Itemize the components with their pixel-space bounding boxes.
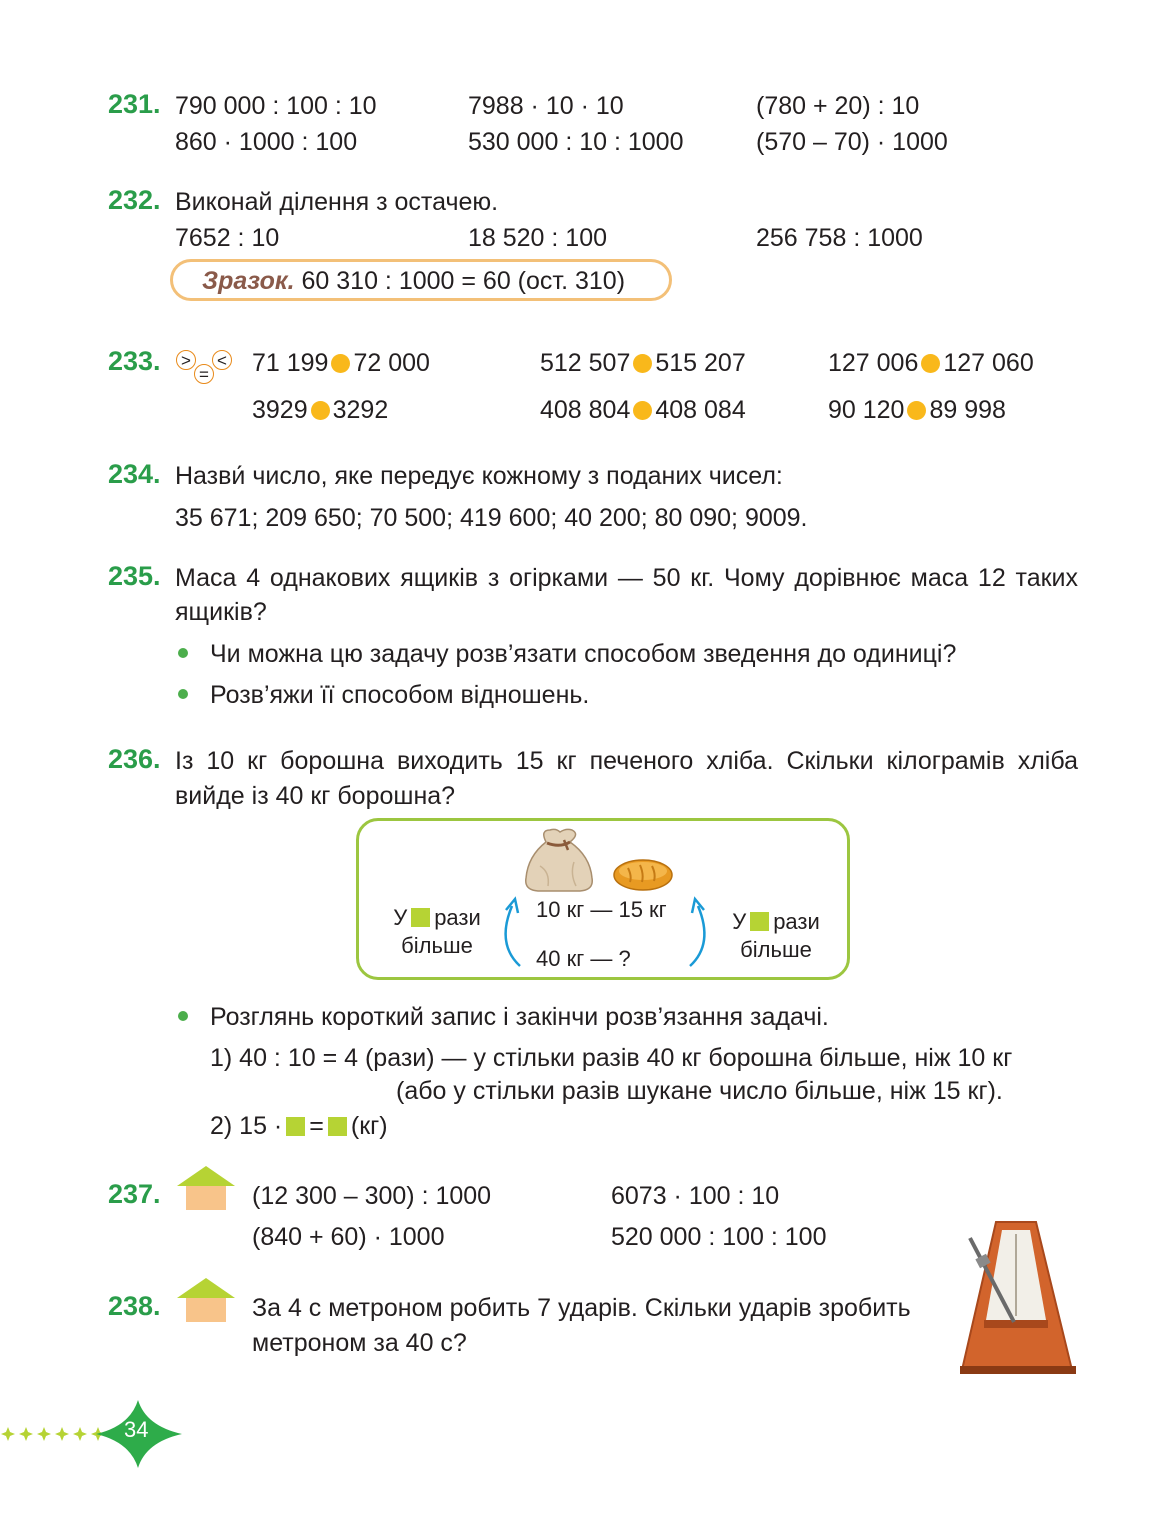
expression: (570 – 70) · 1000 bbox=[756, 128, 948, 156]
circle-placeholder-icon bbox=[311, 401, 330, 420]
comparison-pair: 408 804 408 084 bbox=[540, 396, 746, 424]
comparison-pair: 3929 3292 bbox=[252, 396, 389, 424]
task-text: метроном за 40 с? bbox=[252, 1329, 467, 1357]
expression: 256 758 : 1000 bbox=[756, 224, 923, 252]
task-text: Маса 4 однакових ящиків з огірками — 50 кг. Чому дорівнює маса 12 таких bbox=[175, 564, 1078, 592]
circle-placeholder-icon bbox=[331, 354, 350, 373]
page-number: 34 bbox=[124, 1417, 149, 1442]
expression: 790 000 : 100 : 10 bbox=[175, 92, 377, 120]
sample-line bbox=[202, 266, 625, 297]
comparison-pair: 512 507 515 207 bbox=[540, 349, 746, 377]
solution-step-1: 1) 40 : 10 = 4 (рази) — у стільки разів 40 кг борошна більше, ніж 10 кг bbox=[210, 1044, 1013, 1072]
exercise-number-237: 237. bbox=[108, 1179, 161, 1209]
left-ratio-label: У рази більше bbox=[393, 905, 481, 958]
task-text: За 4 с метроном робить 7 ударів. Скільки ударів зробить bbox=[252, 1294, 911, 1322]
exercise-number-235: 235. bbox=[108, 561, 161, 591]
less-sign: < bbox=[212, 350, 232, 370]
expression: (840 + 60) · 1000 bbox=[252, 1223, 445, 1251]
record-row-1: 10 кг — 15 кг bbox=[536, 897, 667, 922]
expression: (780 + 20) : 10 bbox=[756, 92, 920, 120]
exercise-number-234: 234. bbox=[108, 459, 161, 489]
exercise-number-232: 232. bbox=[108, 185, 161, 215]
bullet-text: Розв’яжи її способом відношень. bbox=[210, 681, 590, 709]
comparison-signs-icon bbox=[176, 348, 238, 388]
circle-placeholder-icon bbox=[633, 354, 652, 373]
bread-icon bbox=[612, 854, 674, 892]
square-placeholder-icon bbox=[411, 908, 430, 927]
exercise-number-238: 238. bbox=[108, 1291, 161, 1321]
flour-sack-icon bbox=[520, 826, 598, 894]
curved-arrow-icon bbox=[494, 896, 528, 970]
expression: (12 300 – 300) : 1000 bbox=[252, 1182, 492, 1210]
comparison-pair: 71 199 72 000 bbox=[252, 349, 430, 377]
bullet-text: Розглянь короткий запис і закінчи розв’язання задачі. bbox=[210, 1003, 829, 1031]
exercise-number-231: 231. bbox=[108, 89, 161, 119]
home-task-icon bbox=[177, 1276, 235, 1322]
expression: 520 000 : 100 : 100 bbox=[611, 1223, 827, 1251]
task-text: вийде із 40 кг борошна? bbox=[175, 782, 456, 810]
expression: 6073 · 100 : 10 bbox=[611, 1182, 780, 1210]
star-border-icon bbox=[0, 1398, 190, 1470]
circle-placeholder-icon bbox=[907, 401, 926, 420]
task-text: Виконай ділення з остачею. bbox=[175, 188, 499, 216]
exercise-number-233: 233. bbox=[108, 346, 161, 376]
bullet-dot bbox=[178, 1011, 188, 1021]
sample-text: 60 310 : 1000 = 60 (ост. 310) bbox=[301, 267, 626, 295]
circle-placeholder-icon bbox=[921, 354, 940, 373]
bullet-dot bbox=[178, 648, 188, 658]
right-ratio-label: У рази більше bbox=[732, 909, 820, 962]
square-placeholder-icon bbox=[328, 1117, 347, 1136]
record-row-2: 40 кг — ? bbox=[536, 946, 631, 971]
metronome-icon bbox=[958, 1216, 1078, 1378]
curved-arrow-icon bbox=[682, 896, 716, 970]
expression: 860 · 1000 : 100 bbox=[175, 128, 358, 156]
task-text: Назви́ число, яке передує кожному з поданих чисел: bbox=[175, 462, 783, 490]
bullet-text: Чи можна цю задачу розв’язати способом зведення до одиниці? bbox=[210, 640, 957, 668]
expression: 7988 · 10 · 10 bbox=[468, 92, 624, 120]
exercise-number-236: 236. bbox=[108, 744, 161, 774]
home-task-icon bbox=[177, 1164, 235, 1210]
solution-step-1-continuation: (або у стільки разів шукане число більше, ніж 15 кг). bbox=[396, 1077, 1003, 1105]
bullet-dot bbox=[178, 689, 188, 699]
sample-label: Зразок. bbox=[202, 267, 295, 295]
square-placeholder-icon bbox=[750, 912, 769, 931]
equals-sign: = bbox=[194, 364, 214, 384]
number-list: 35 671; 209 650; 70 500; 419 600; 40 200; 80 090; 9009. bbox=[175, 504, 808, 532]
task-text: ящиків? bbox=[175, 598, 267, 626]
solution-step-2: 2) 15 · = (кг) bbox=[210, 1112, 388, 1140]
expression: 530 000 : 10 : 1000 bbox=[468, 128, 684, 156]
comparison-pair: 90 120 89 998 bbox=[828, 396, 1006, 424]
square-placeholder-icon bbox=[286, 1117, 305, 1136]
task-text: Із 10 кг борошна виходить 15 кг печеного хліба. Скільки кілограмів хліба bbox=[175, 747, 1078, 775]
circle-placeholder-icon bbox=[633, 401, 652, 420]
comparison-pair: 127 006 127 060 bbox=[828, 349, 1034, 377]
expression: 18 520 : 100 bbox=[468, 224, 608, 252]
greater-sign: > bbox=[176, 350, 196, 370]
expression: 7652 : 10 bbox=[175, 224, 280, 252]
